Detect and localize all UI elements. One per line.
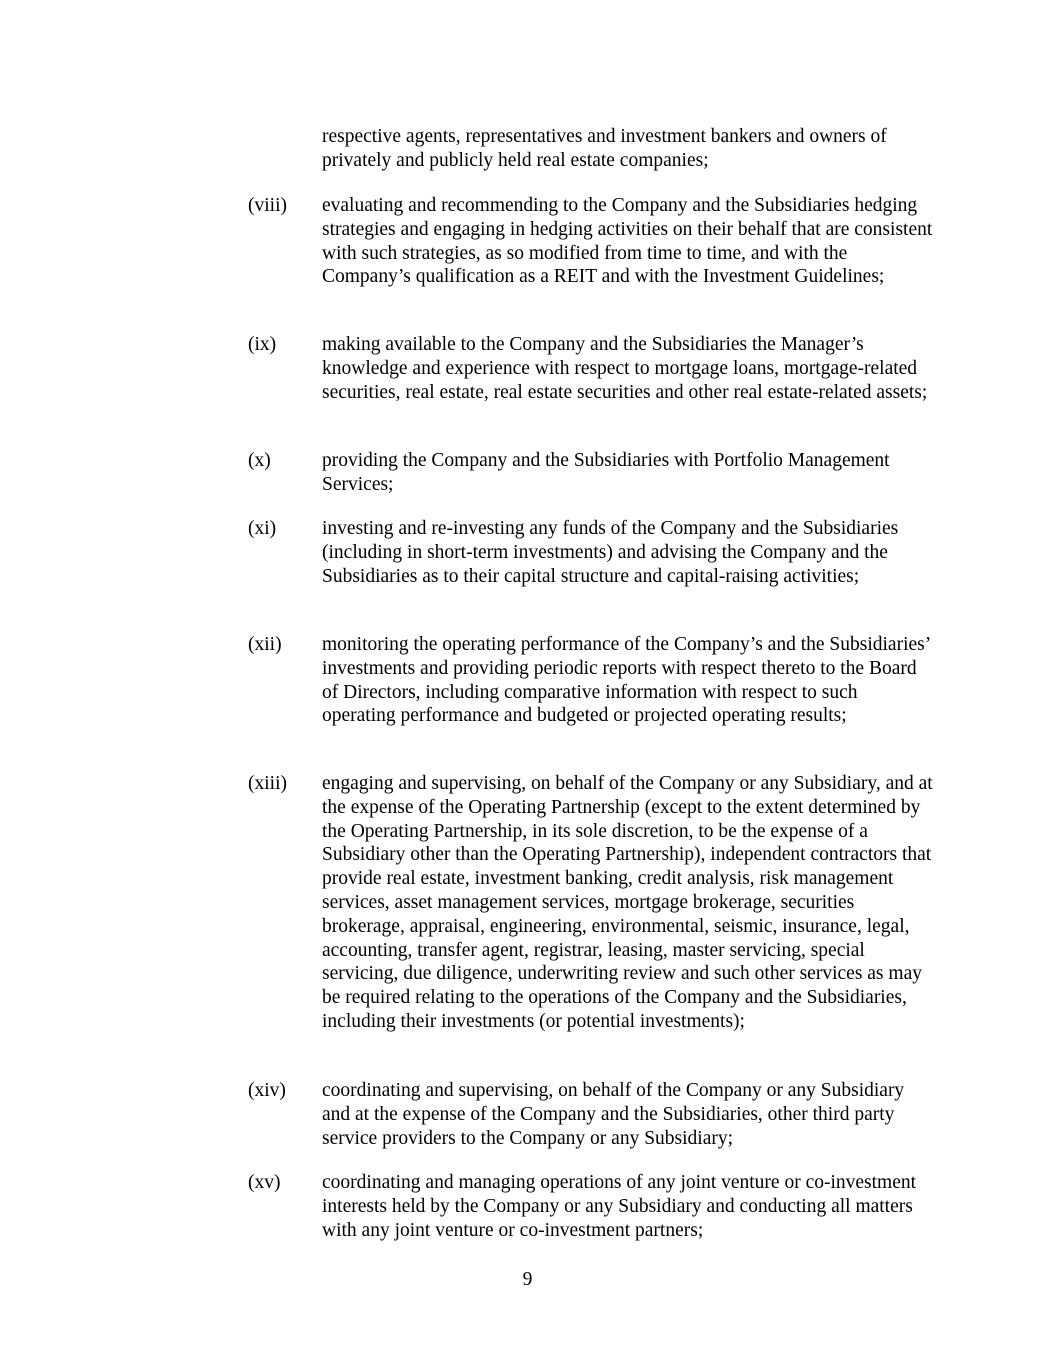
item-text: providing the Company and the Subsidiaries with Portfolio Management Services; <box>322 450 890 495</box>
item-text: evaluating and recommending to the Company and the Subsidiaries hedging strategies and engaging in hedging activities on their behalf that are consistent with such strategies, as so modified from time to time, and with the Company’s qualification as a REIT and with the Investment Guidelines; <box>322 195 933 288</box>
item-number: (xiv) <box>248 1080 286 1101</box>
continuation-paragraph: respective agents, representatives and investment bankers and owners of privately and publicly held real estate companies; <box>322 126 887 171</box>
item-text: investing and re-investing any funds of the Company and the Subsidiaries (including in short-term investments) and advising the Company and the Subsidiaries as to their capital structure and capital-raising activities; <box>322 518 899 587</box>
item-text: coordinating and supervising, on behalf of the Company or any Subsidiary and at the expense of the Company and the Subsidiaries, other third party service providers to the Company or any Subsidiary; <box>322 1080 905 1149</box>
item-number: (xv) <box>248 1172 281 1193</box>
item-text: monitoring the operating performance of the Company’s and the Subsidiaries’ investments and providing periodic reports with respect thereto to the Board of Directors, including comparative information with respect to such operating performance and budgeted or projected operating results; <box>322 634 930 727</box>
item-number: (viii) <box>248 195 287 216</box>
item-number: (xii) <box>248 634 282 655</box>
item-text: engaging and supervising, on behalf of the Company or any Subsidiary, and at the expense of the Operating Partnership (except to the extent determined by the Operating Partnership, in its sole discretion, to be the expense of a Subsidiary other than the Operating Partnership), independent contractors that provide real estate, investment banking, credit analysis, risk management services, asset management services, mortgage brokerage, securities brokerage, appraisal, engineering, environmental, seismic, insurance, legal, accounting, transfer agent, registrar, leasing, master servicing, special servicing, due diligence, underwriting review and such other services as may be required relating to the operations of the Company and the Subsidiaries, including their investments (or potential investments); <box>322 773 933 1032</box>
page-number: 9 <box>522 1269 533 1290</box>
item-text: coordinating and managing operations of any joint venture or co-investment interests held by the Company or any Subsidiary and conducting all matters with any joint venture or co-investment partners; <box>322 1172 917 1241</box>
item-text: making available to the Company and the Subsidiaries the Manager’s knowledge and experience with respect to mortgage loans, mortgage-related securities, real estate, real estate securities and other real estate-related assets; <box>322 334 928 403</box>
item-number: (ix) <box>248 334 277 355</box>
item-number: (xiii) <box>248 773 287 794</box>
item-number: (x) <box>248 450 271 471</box>
item-number: (xi) <box>248 518 277 539</box>
